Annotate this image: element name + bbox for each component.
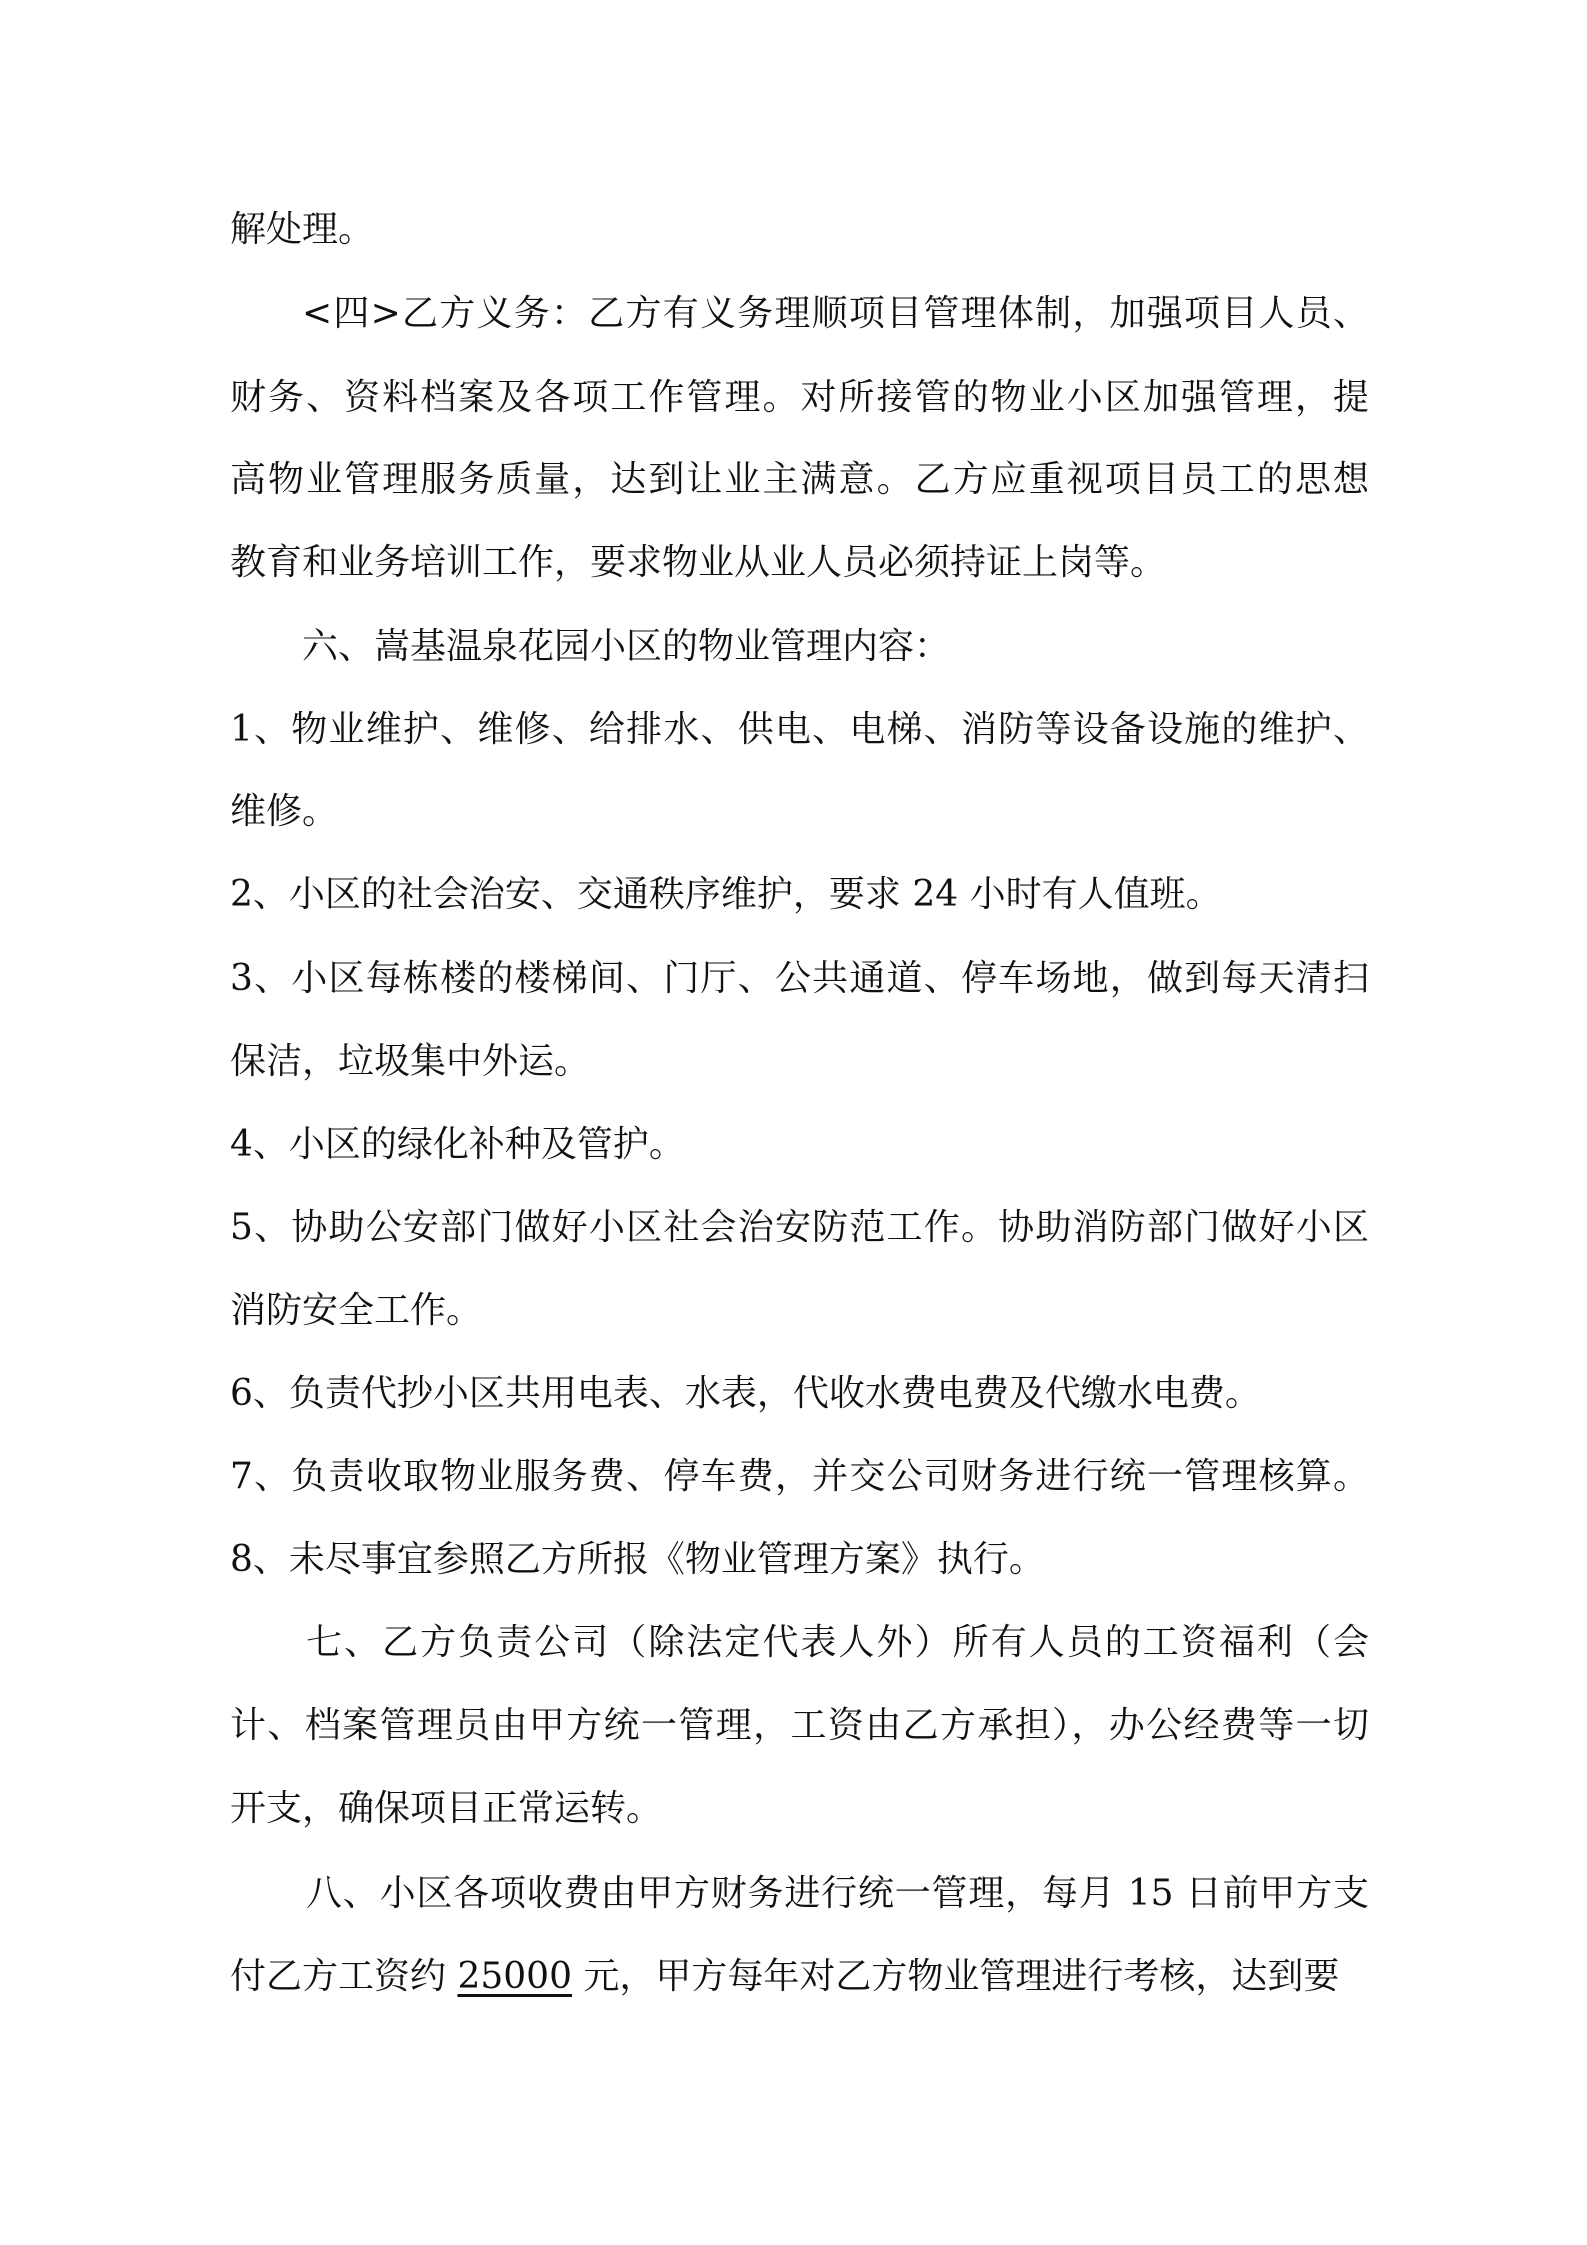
text-line: 财务、资料档案及各项工作管理。对所接管的物业小区加强管理，提 <box>230 377 1369 418</box>
text-line: 计、档案管理员由甲方统一管理，工资由乙方承担），办公经费等一切 <box>230 1705 1369 1746</box>
text-line: 开支，确保项目正常运转。 <box>230 1788 663 1829</box>
text-segment: 元，甲方每年对乙方物业管理进行考核，达到要 <box>571 1956 1340 1997</box>
section-heading: 六、嵩基温泉花园小区的物业管理内容： <box>302 626 951 667</box>
list-item: 4、小区的绿化补种及管护。 <box>230 1124 685 1165</box>
list-item: 2、小区的社会治安、交通秩序维护，要求 24 小时有人值班。 <box>230 874 1222 915</box>
list-item: 3、小区每栋楼的楼梯间、门厅、公共通道、停车场地，做到每天清扫 <box>230 958 1369 999</box>
section-heading: 七、乙方负责公司（除法定代表人外）所有人员的工资福利（会 <box>306 1622 1369 1663</box>
text-line: 高物业管理服务质量，达到让业主满意。乙方应重视项目员工的思想 <box>230 459 1369 500</box>
list-item: 8、未尽事宜参照乙方所报《物业管理方案》执行。 <box>230 1539 1045 1580</box>
text-line: <四>乙方义务：乙方有义务理顺项目管理体制，加强项目人员、 <box>302 293 1369 334</box>
list-item: 6、负责代抄小区共用电表、水表，代收水费电费及代缴水电费。 <box>230 1373 1261 1414</box>
salary-amount: 25000 <box>457 1956 572 1997</box>
text-line: 解处理。 <box>230 209 375 250</box>
list-item: 1、物业维护、维修、给排水、供电、电梯、消防等设备设施的维护、 <box>230 709 1369 750</box>
text-line: 教育和业务培训工作，要求物业从业人员必须持证上岗等。 <box>230 542 1167 583</box>
list-item: 7、负责收取物业服务费、停车费，并交公司财务进行统一管理核算。 <box>230 1456 1369 1497</box>
text-line <box>230 1953 1339 2001</box>
text-line: 消防安全工作。 <box>230 1290 483 1331</box>
text-segment: 付乙方工资约 <box>230 1956 458 1997</box>
text-line: 保洁，垃圾集中外运。 <box>230 1041 591 1082</box>
text-line: 维修。 <box>230 791 339 832</box>
list-item: 5、协助公安部门做好小区社会治安防范工作。协助消防部门做好小区 <box>230 1207 1369 1248</box>
section-heading: 八、小区各项收费由甲方财务进行统一管理，每月 15 日前甲方支 <box>306 1873 1369 1914</box>
